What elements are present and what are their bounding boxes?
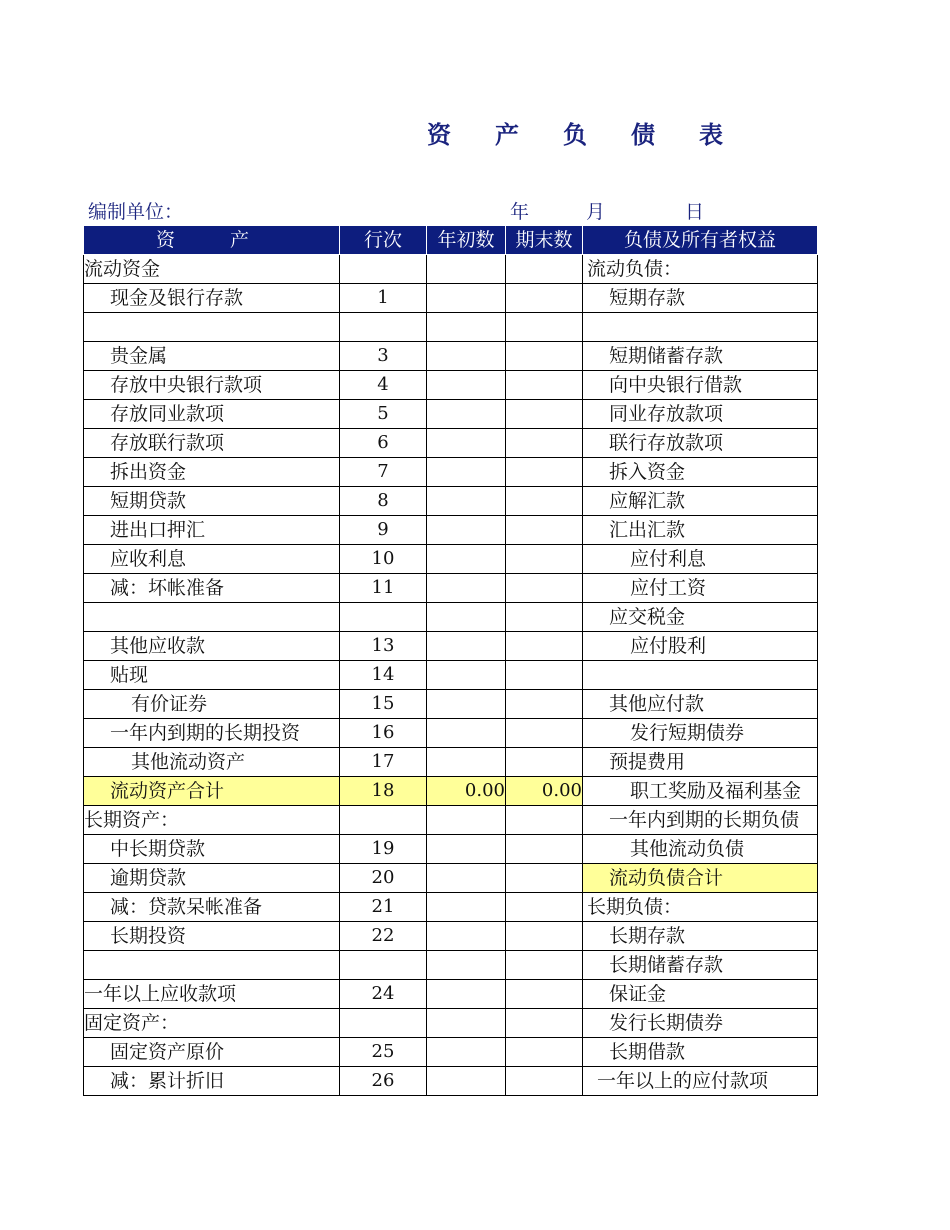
begin-value-cell[interactable] (427, 603, 506, 632)
liability-cell[interactable]: 拆入资金 (583, 458, 818, 487)
header-row (84, 226, 818, 255)
line-no-cell[interactable]: 19 (340, 835, 427, 864)
liability-cell[interactable]: 职工奖励及福利基金 (583, 777, 818, 806)
table-row (84, 980, 818, 1009)
report-meta (88, 197, 818, 223)
end-value-cell[interactable] (506, 313, 583, 342)
table-row (84, 951, 818, 980)
line-no-cell[interactable] (340, 603, 427, 632)
line-no-cell[interactable]: 22 (340, 922, 427, 951)
line-no-cell[interactable]: 7 (340, 458, 427, 487)
month-label: 月 (586, 201, 606, 223)
asset-cell[interactable]: 逾期贷款 (84, 864, 340, 893)
asset-cell[interactable]: 流动资产合计 (84, 777, 340, 806)
asset-cell[interactable]: 减：贷款呆帐准备 (84, 893, 340, 922)
begin-value-cell[interactable] (427, 951, 506, 980)
line-no-cell[interactable]: 5 (340, 400, 427, 429)
end-value-cell[interactable] (506, 806, 583, 835)
asset-cell[interactable]: 短期贷款 (84, 487, 340, 516)
asset-cell[interactable]: 存放联行款项 (84, 429, 340, 458)
unit-label: 编制单位： (88, 201, 184, 223)
table-row (84, 342, 818, 371)
title-char: 负 (563, 120, 587, 149)
table-row (84, 690, 818, 719)
end-value-cell[interactable] (506, 574, 583, 603)
begin-value-cell[interactable] (427, 342, 506, 371)
table-row (84, 893, 818, 922)
end-value-cell[interactable] (506, 342, 583, 371)
liability-cell[interactable] (583, 661, 818, 690)
asset-cell[interactable]: 其他流动资产 (84, 748, 340, 777)
begin-value-cell[interactable] (427, 806, 506, 835)
table-row (84, 864, 818, 893)
liability-cell[interactable]: 保证金 (583, 980, 818, 1009)
line-no-cell[interactable]: 24 (340, 980, 427, 1009)
title-char: 资 (427, 120, 451, 149)
liability-cell[interactable]: 预提费用 (583, 748, 818, 777)
line-no-cell[interactable]: 8 (340, 487, 427, 516)
line-no-cell[interactable]: 9 (340, 516, 427, 545)
title-char: 表 (699, 120, 723, 149)
report-title (0, 115, 950, 150)
title-char: 债 (631, 120, 655, 149)
begin-value-cell[interactable] (427, 429, 506, 458)
begin-value-cell[interactable]: 0.00 (427, 777, 506, 806)
liability-cell[interactable]: 流动负债合计 (583, 864, 818, 893)
asset-cell[interactable]: 固定资产： (84, 1009, 340, 1038)
table-row (84, 371, 818, 400)
table-row (84, 603, 818, 632)
table-row (84, 429, 818, 458)
liability-cell[interactable]: 应解汇款 (583, 487, 818, 516)
table-row (84, 806, 818, 835)
line-no-cell[interactable]: 11 (340, 574, 427, 603)
table-row (84, 284, 818, 313)
table-row (84, 661, 818, 690)
begin-value-cell[interactable] (427, 748, 506, 777)
asset-cell[interactable]: 流动资金 (84, 255, 340, 284)
asset-cell[interactable]: 存放中央银行款项 (84, 371, 340, 400)
liability-cell[interactable]: 汇出汇款 (583, 516, 818, 545)
table-row (84, 1009, 818, 1038)
liability-cell[interactable]: 同业存放款项 (583, 400, 818, 429)
liability-cell[interactable]: 发行长期债券 (583, 1009, 818, 1038)
asset-cell[interactable]: 减：坏帐准备 (84, 574, 340, 603)
liability-cell[interactable]: 长期存款 (583, 922, 818, 951)
liability-cell[interactable]: 短期储蓄存款 (583, 342, 818, 371)
table-row (84, 255, 818, 284)
end-value-cell[interactable] (506, 487, 583, 516)
begin-value-cell[interactable] (427, 487, 506, 516)
asset-cell[interactable]: 进出口押汇 (84, 516, 340, 545)
end-value-cell[interactable] (506, 864, 583, 893)
header-begin: 年初数 (427, 226, 506, 255)
end-value-cell[interactable] (506, 371, 583, 400)
header-line-no: 行次 (340, 226, 427, 255)
header-liabilities: 负债及所有者权益 (583, 226, 818, 255)
begin-value-cell[interactable] (427, 632, 506, 661)
line-no-cell[interactable]: 18 (340, 777, 427, 806)
end-value-cell[interactable] (506, 516, 583, 545)
line-no-cell[interactable] (340, 313, 427, 342)
line-no-cell[interactable]: 3 (340, 342, 427, 371)
end-value-cell[interactable] (506, 284, 583, 313)
end-value-cell[interactable] (506, 661, 583, 690)
line-no-cell[interactable]: 21 (340, 893, 427, 922)
asset-cell[interactable] (84, 313, 340, 342)
header-assets: 资 产 (84, 226, 340, 255)
table-row (84, 1038, 818, 1067)
line-no-cell[interactable]: 20 (340, 864, 427, 893)
table-row (84, 400, 818, 429)
table-row (84, 922, 818, 951)
line-no-cell[interactable]: 10 (340, 545, 427, 574)
end-value-cell[interactable]: 0.00 (506, 777, 583, 806)
begin-value-cell[interactable] (427, 516, 506, 545)
begin-value-cell[interactable] (427, 922, 506, 951)
table-row (84, 719, 818, 748)
begin-value-cell[interactable] (427, 1038, 506, 1067)
table-row (84, 748, 818, 777)
liability-cell[interactable]: 应付工资 (583, 574, 818, 603)
line-no-cell[interactable] (340, 806, 427, 835)
asset-cell[interactable]: 存放同业款项 (84, 400, 340, 429)
begin-value-cell[interactable] (427, 690, 506, 719)
begin-value-cell[interactable] (427, 400, 506, 429)
line-no-cell[interactable]: 25 (340, 1038, 427, 1067)
line-no-cell[interactable]: 14 (340, 661, 427, 690)
table-row (84, 516, 818, 545)
asset-cell[interactable]: 贴现 (84, 661, 340, 690)
line-no-cell[interactable]: 1 (340, 284, 427, 313)
asset-cell[interactable] (84, 603, 340, 632)
asset-cell[interactable]: 长期资产： (84, 806, 340, 835)
header-end: 期末数 (506, 226, 583, 255)
end-value-cell[interactable] (506, 1038, 583, 1067)
end-value-cell[interactable] (506, 632, 583, 661)
end-value-cell[interactable] (506, 545, 583, 574)
begin-value-cell[interactable] (427, 893, 506, 922)
table-body (84, 255, 818, 1096)
table-row (84, 1067, 818, 1096)
asset-cell[interactable]: 一年以上应收款项 (84, 980, 340, 1009)
asset-cell[interactable]: 应收利息 (84, 545, 340, 574)
end-value-cell[interactable] (506, 719, 583, 748)
asset-cell[interactable]: 现金及银行存款 (84, 284, 340, 313)
begin-value-cell[interactable] (427, 661, 506, 690)
liability-cell[interactable]: 一年以上的应付款项 (583, 1067, 818, 1096)
line-no-cell[interactable]: 16 (340, 719, 427, 748)
begin-value-cell[interactable] (427, 545, 506, 574)
line-no-cell[interactable] (340, 1009, 427, 1038)
table-row (84, 313, 818, 342)
asset-cell[interactable] (84, 951, 340, 980)
liability-cell[interactable]: 长期负债： (583, 893, 818, 922)
begin-value-cell[interactable] (427, 1009, 506, 1038)
liability-cell[interactable]: 短期存款 (583, 284, 818, 313)
table-row (84, 632, 818, 661)
begin-value-cell[interactable] (427, 458, 506, 487)
line-no-cell[interactable]: 4 (340, 371, 427, 400)
liability-cell[interactable] (583, 313, 818, 342)
end-value-cell[interactable] (506, 922, 583, 951)
table-row (84, 545, 818, 574)
asset-cell[interactable]: 有价证券 (84, 690, 340, 719)
end-value-cell[interactable] (506, 1067, 583, 1096)
liability-cell[interactable]: 应付股利 (583, 632, 818, 661)
liability-cell[interactable]: 其他应付款 (583, 690, 818, 719)
end-value-cell[interactable] (506, 458, 583, 487)
begin-value-cell[interactable] (427, 835, 506, 864)
asset-cell[interactable]: 减：累计折旧 (84, 1067, 340, 1096)
table-row (84, 458, 818, 487)
liability-cell[interactable]: 发行短期债券 (583, 719, 818, 748)
line-no-cell[interactable]: 13 (340, 632, 427, 661)
year-label: 年 (510, 201, 530, 223)
liability-cell[interactable]: 联行存放款项 (583, 429, 818, 458)
end-value-cell[interactable] (506, 748, 583, 777)
begin-value-cell[interactable] (427, 284, 506, 313)
end-value-cell[interactable] (506, 690, 583, 719)
liability-cell[interactable]: 向中央银行借款 (583, 371, 818, 400)
line-no-cell[interactable]: 15 (340, 690, 427, 719)
end-value-cell[interactable] (506, 1009, 583, 1038)
begin-value-cell[interactable] (427, 371, 506, 400)
asset-cell[interactable]: 贵金属 (84, 342, 340, 371)
day-label: 日 (685, 201, 705, 223)
table-row (84, 777, 818, 806)
asset-cell[interactable]: 固定资产原价 (84, 1038, 340, 1067)
asset-cell[interactable]: 其他应收款 (84, 632, 340, 661)
table-row (84, 574, 818, 603)
asset-cell[interactable]: 中长期贷款 (84, 835, 340, 864)
begin-value-cell[interactable] (427, 313, 506, 342)
line-no-cell[interactable] (340, 255, 427, 284)
end-value-cell[interactable] (506, 951, 583, 980)
asset-cell[interactable]: 拆出资金 (84, 458, 340, 487)
table-row (84, 835, 818, 864)
liability-cell[interactable]: 应付利息 (583, 545, 818, 574)
end-value-cell[interactable] (506, 835, 583, 864)
end-value-cell[interactable] (506, 429, 583, 458)
begin-value-cell[interactable] (427, 980, 506, 1009)
liability-cell[interactable]: 流动负债： (583, 255, 818, 284)
asset-cell[interactable]: 长期投资 (84, 922, 340, 951)
begin-value-cell[interactable] (427, 255, 506, 284)
line-no-cell[interactable]: 26 (340, 1067, 427, 1096)
table-row (84, 487, 818, 516)
begin-value-cell[interactable] (427, 574, 506, 603)
liability-cell[interactable]: 长期借款 (583, 1038, 818, 1067)
begin-value-cell[interactable] (427, 719, 506, 748)
begin-value-cell[interactable] (427, 864, 506, 893)
end-value-cell[interactable] (506, 980, 583, 1009)
liability-cell[interactable]: 一年内到期的长期负债 (583, 806, 818, 835)
end-value-cell[interactable] (506, 893, 583, 922)
balance-sheet-table (83, 225, 818, 1096)
end-value-cell[interactable] (506, 603, 583, 632)
liability-cell[interactable]: 长期储蓄存款 (583, 951, 818, 980)
line-no-cell[interactable]: 17 (340, 748, 427, 777)
asset-cell[interactable]: 一年内到期的长期投资 (84, 719, 340, 748)
liability-cell[interactable]: 其他流动负债 (583, 835, 818, 864)
end-value-cell[interactable] (506, 255, 583, 284)
liability-cell[interactable]: 应交税金 (583, 603, 818, 632)
end-value-cell[interactable] (506, 400, 583, 429)
begin-value-cell[interactable] (427, 1067, 506, 1096)
line-no-cell[interactable]: 6 (340, 429, 427, 458)
title-char: 产 (495, 120, 519, 149)
line-no-cell[interactable] (340, 951, 427, 980)
